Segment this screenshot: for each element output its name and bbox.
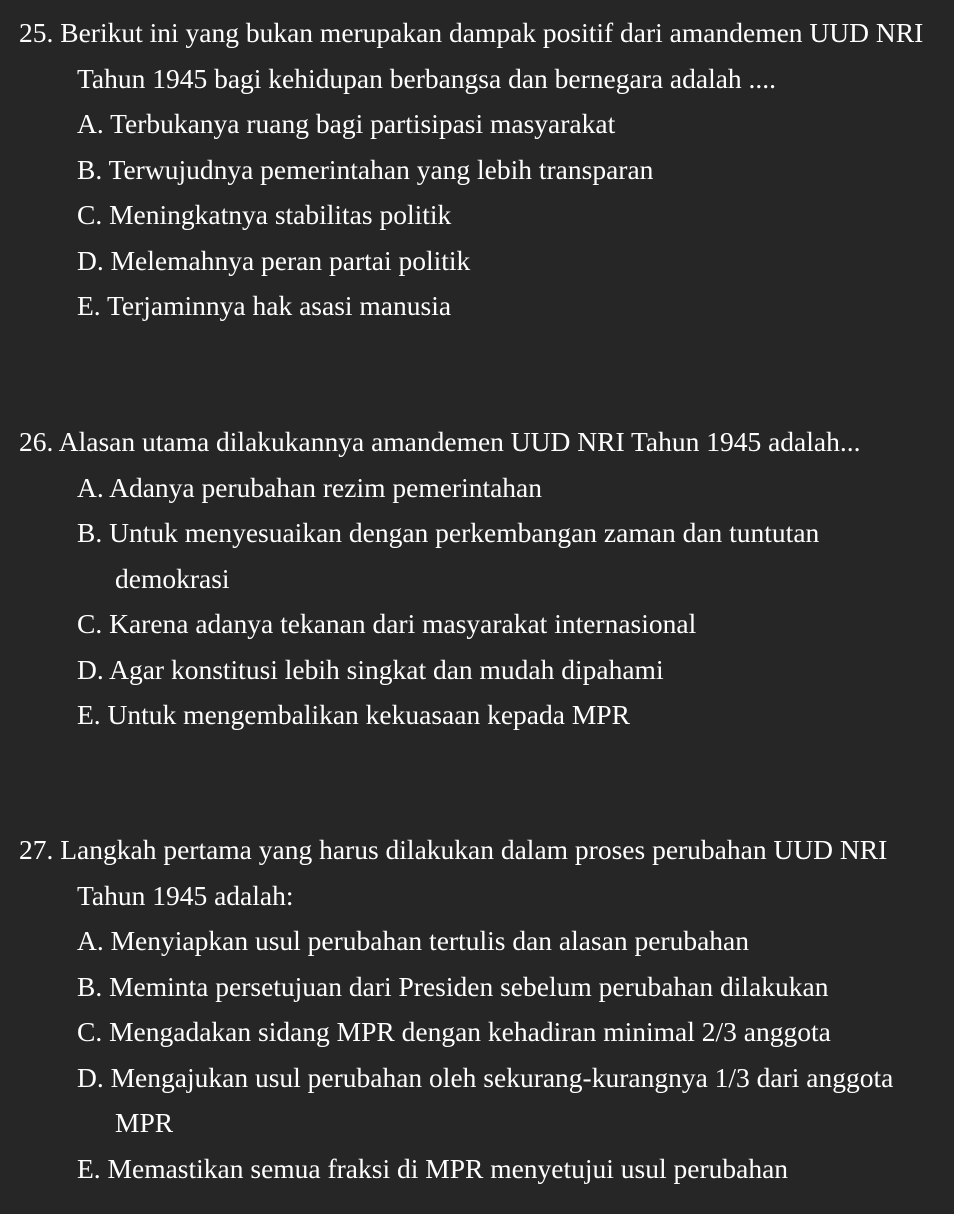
- question-25: [0, 10, 954, 329]
- option-d[interactable]: D. Mengajukan usul perubahan oleh sekurang-kurangnya 1/3 dari anggota MPR: [77, 1061, 894, 1138]
- option-e[interactable]: E. Terjaminnya hak asasi manusia: [77, 290, 452, 321]
- option-b[interactable]: B. Meminta persetujuan dari Presiden sebelum perubahan dilakukan: [77, 970, 829, 1002]
- option-b[interactable]: B. Terwujudnya pemerintahan yang lebih transparan: [77, 153, 654, 185]
- option-c[interactable]: C. Meningkatnya stabilitas politik: [77, 199, 452, 230]
- question-27: [0, 827, 954, 1191]
- option-a[interactable]: A. Adanya perubahan rezim pemerintahan: [77, 471, 543, 503]
- option-d[interactable]: D. Agar konstitusi lebih singkat dan mudah dipahami: [77, 653, 664, 685]
- question-26: [0, 419, 954, 738]
- option-d[interactable]: D. Melemahnya peran partai politik: [77, 244, 471, 276]
- question-text: Langkah pertama yang harus dilakukan dalam proses perubahan UUD NRI Tahun 1945 adalah:: [60, 834, 888, 911]
- option-e[interactable]: E. Untuk mengembalikan kekuasaan kepada MPR: [77, 699, 630, 730]
- question-number: 26.: [19, 426, 54, 457]
- option-e[interactable]: E. Memastikan semua fraksi di MPR menyetujui usul perubahan: [77, 1152, 789, 1184]
- question-text: Berikut ini yang bukan merupakan dampak positif dari amandemen UUD NRI Tahun 1945 bagi kehidupan berbangsa dan bernegara adalah ....: [60, 17, 924, 94]
- option-b[interactable]: B. Untuk menyesuaikan dengan perkembangan zaman dan tuntutan demokrasi: [77, 517, 820, 594]
- question-text: Alasan utama dilakukannya amandemen UUD NRI Tahun 1945 adalah...: [58, 426, 861, 457]
- option-a[interactable]: A. Terbukanya ruang bagi partisipasi masyarakat: [77, 108, 616, 139]
- question-number: 25.: [19, 17, 54, 48]
- option-c[interactable]: C. Karena adanya tekanan dari masyarakat internasional: [77, 608, 697, 639]
- question-stem: [0, 419, 954, 465]
- question-number: 27.: [19, 834, 54, 865]
- question-stem: [0, 827, 954, 918]
- option-a[interactable]: A. Menyiapkan usul perubahan tertulis dan alasan perubahan: [77, 925, 750, 956]
- question-stem: [0, 10, 954, 101]
- option-c[interactable]: C. Mengadakan sidang MPR dengan kehadiran minimal 2/3 anggota: [77, 1016, 831, 1047]
